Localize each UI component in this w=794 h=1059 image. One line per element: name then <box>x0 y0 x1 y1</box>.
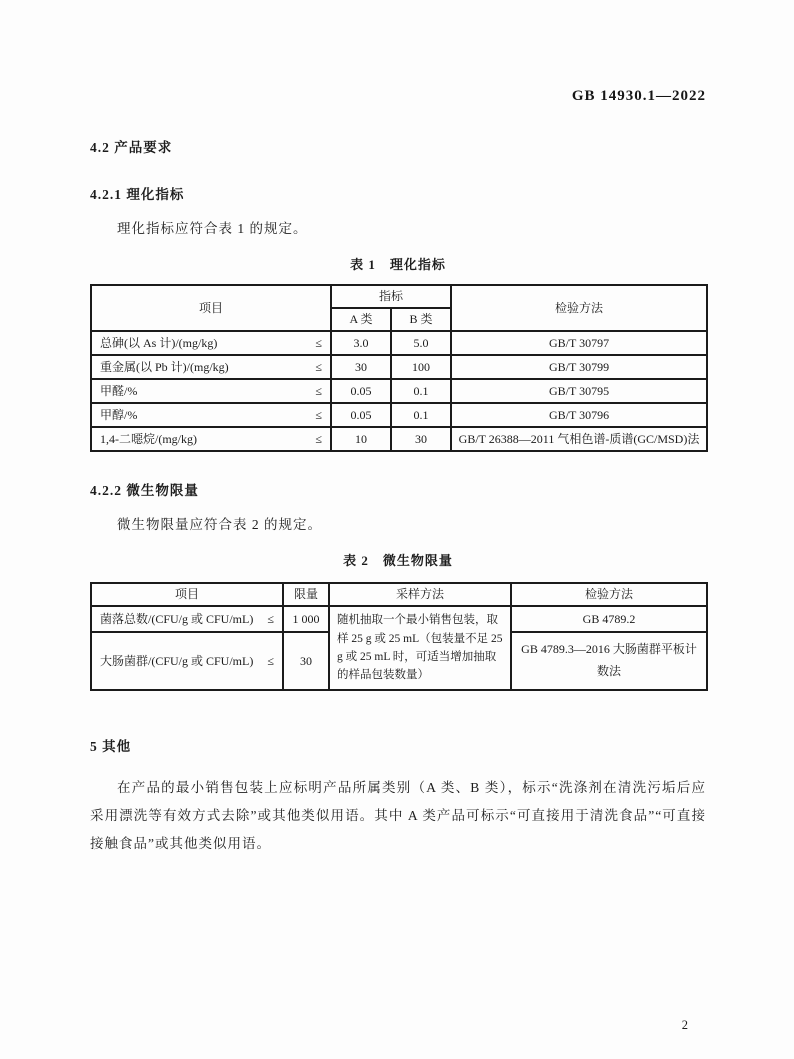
value-class-a: 10 <box>331 427 391 451</box>
paragraph-4-2-2: 微生物限量应符合表 2 的规定。 <box>117 517 322 532</box>
test-method: GB 4789.3—2016 大肠菌群平板计数法 <box>511 632 707 690</box>
page-content <box>90 0 706 858</box>
paragraph-4-2-1: 理化指标应符合表 1 的规定。 <box>117 221 308 236</box>
table2-header-limit: 限量 <box>283 583 329 606</box>
table1-header-row1 <box>91 285 707 308</box>
table-row <box>91 606 707 632</box>
table1-header-item: 项目 <box>91 285 331 331</box>
le-symbol: ≤ <box>315 335 322 350</box>
value-class-b: 0.1 <box>391 403 451 427</box>
test-method: GB/T 30796 <box>451 403 707 427</box>
le-symbol: ≤ <box>267 611 274 626</box>
table-physicochemical-indicators <box>90 284 708 452</box>
table2-header-sampling: 采样方法 <box>329 583 511 606</box>
table1-header-class-a: A 类 <box>331 308 391 331</box>
table1-header-class-b: B 类 <box>391 308 451 331</box>
value-class-b: 0.1 <box>391 379 451 403</box>
table1-header-indicator: 指标 <box>331 285 451 308</box>
item-label: 1,4-二噁烷/(mg/kg) <box>100 431 197 446</box>
table2-header-row <box>91 583 707 606</box>
value-class-a: 30 <box>331 355 391 379</box>
table1-header-method: 检验方法 <box>451 285 707 331</box>
table2-header-method: 检验方法 <box>511 583 707 606</box>
table-row <box>91 427 707 451</box>
table2-caption: 表 2 微生物限量 <box>343 553 453 568</box>
le-symbol: ≤ <box>315 431 322 446</box>
value-class-b: 30 <box>391 427 451 451</box>
heading-4-2-1: 4.2.1 理化指标 <box>90 187 185 202</box>
le-symbol: ≤ <box>315 359 322 374</box>
item-label: 重金属(以 Pb 计)/(mg/kg) <box>100 359 229 374</box>
table-row <box>91 331 707 355</box>
le-symbol: ≤ <box>315 383 322 398</box>
heading-4-2: 4.2 产品要求 <box>90 140 173 155</box>
le-symbol: ≤ <box>315 407 322 422</box>
test-method: GB/T 26388—2011 气相色谱-质谱(GC/MSD)法 <box>451 427 707 451</box>
doc-number: GB 14930.1—2022 <box>571 88 706 104</box>
value-class-b: 5.0 <box>391 331 451 355</box>
table-row <box>91 379 707 403</box>
heading-5: 5 其他 <box>90 739 132 754</box>
value-class-a: 0.05 <box>331 403 391 427</box>
table-microbiological-limits <box>90 582 708 691</box>
table2-header-item: 项目 <box>91 583 283 606</box>
item-label: 甲醛/% <box>100 383 138 398</box>
item-label: 菌落总数/(CFU/g 或 CFU/mL) <box>100 611 254 626</box>
value-class-b: 100 <box>391 355 451 379</box>
table-row <box>91 403 707 427</box>
limit-value: 1 000 <box>283 606 329 632</box>
item-label: 甲醇/% <box>100 407 138 422</box>
item-label: 总砷(以 As 计)/(mg/kg) <box>100 335 218 350</box>
table1-caption: 表 1 理化指标 <box>350 257 446 272</box>
test-method: GB/T 30795 <box>451 379 707 403</box>
table-row <box>91 355 707 379</box>
paragraph-5: 在产品的最小销售包装上应标明产品所属类别（A 类、B 类），标示“洗涤剂在清洗污垢后应采用漂洗等有效方式去除”或其他类似用语。其中 A 类产品可标示“可直接用于清洗食品”“可直接接触食品”或其他类似用语。 <box>90 780 706 851</box>
value-class-a: 3.0 <box>331 331 391 355</box>
heading-4-2-2: 4.2.2 微生物限量 <box>90 483 199 498</box>
value-class-a: 0.05 <box>331 379 391 403</box>
test-method: GB/T 30797 <box>451 331 707 355</box>
test-method: GB/T 30799 <box>451 355 707 379</box>
limit-value: 30 <box>283 632 329 690</box>
le-symbol: ≤ <box>267 653 274 668</box>
page-number: 2 <box>681 1018 688 1032</box>
item-label: 大肠菌群/(CFU/g 或 CFU/mL) <box>100 653 254 668</box>
test-method: GB 4789.2 <box>511 606 707 632</box>
sampling-method: 随机抽取一个最小销售包装，取样 25 g 或 25 mL（包装量不足 25 g 或 25 mL 时，可适当增加抽取的样品包装数量） <box>329 606 511 690</box>
